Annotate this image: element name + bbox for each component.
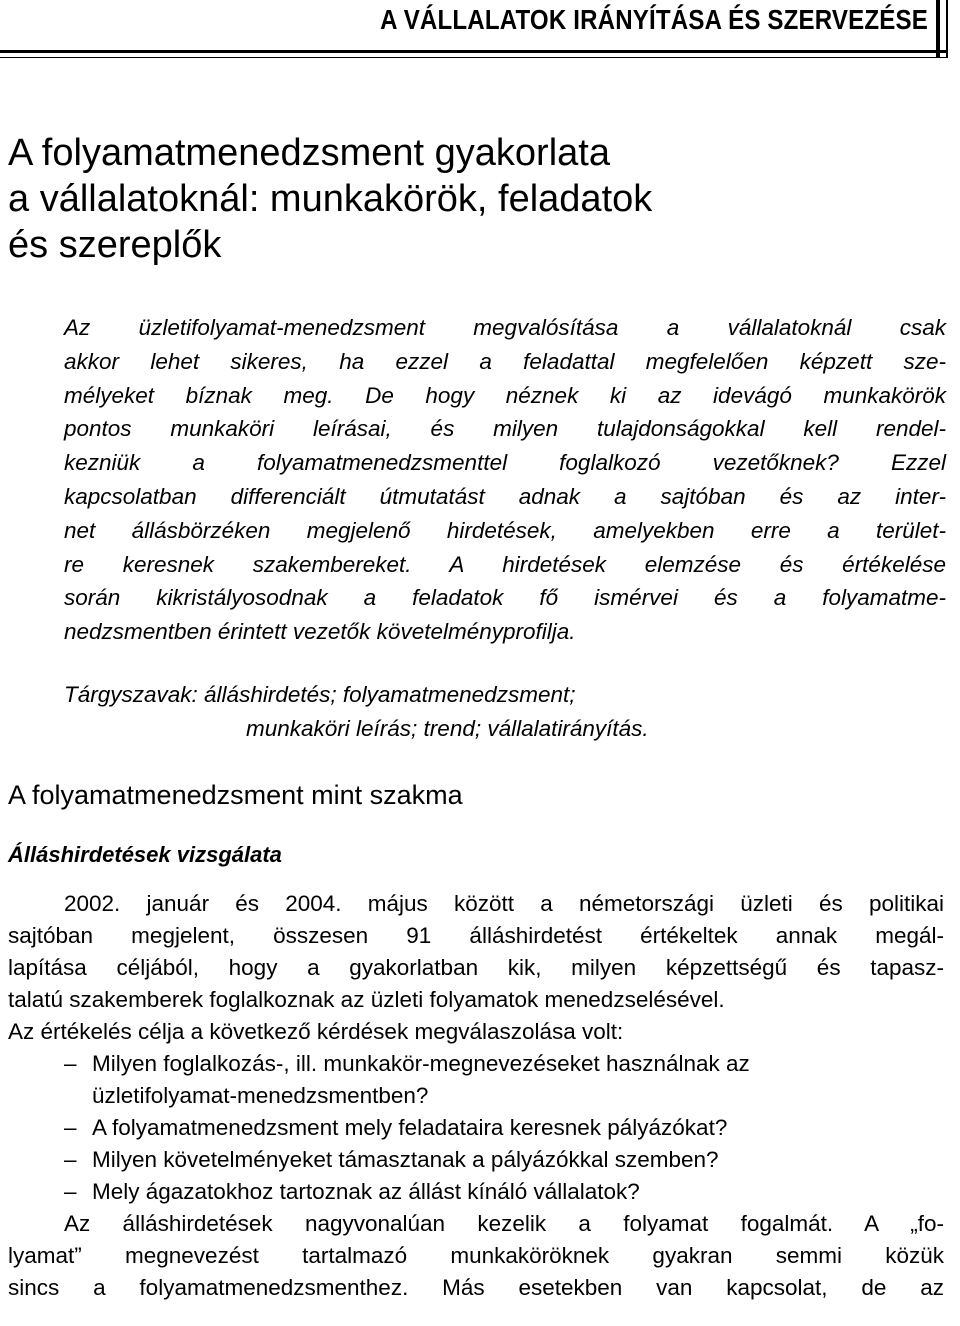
header-rule: [0, 50, 948, 58]
abstract-line: kezniük a folyamatmenedzsmenttel foglalkozó vezetőknek? Ezzel: [64, 450, 946, 476]
abstract-line: pontos munkaköri leírásai, és milyen tulajdonságokkal kell rendel-: [64, 416, 946, 442]
body-text: [8, 888, 944, 1304]
abstract-line: akkor lehet sikeres, ha ezzel a feladattal megfelelően képzett sze-: [64, 348, 946, 374]
list-item-text: Milyen foglalkozás-, ill. munkakör-megnevezéseket használnak az: [92, 1051, 750, 1076]
article-title-line: a vállalatoknál: munkakörök, feladatok: [8, 178, 653, 220]
list-item: [8, 1048, 944, 1080]
subsection-heading: Álláshirdetések vizsgálata: [8, 842, 282, 867]
list-item-text: Mely ágazatokhoz tartoznak az állást kínáló vállalatok?: [92, 1179, 640, 1204]
keywords-line: Tárgyszavak: álláshirdetés; folyamatmenedzsment;: [64, 682, 576, 707]
list-item-text: A folyamatmenedzsment mely feladataira keresnek pályázókat?: [92, 1115, 728, 1140]
body-line: Az értékelés célja a következő kérdések megválaszolása volt:: [8, 1019, 624, 1044]
body-line: 2002. január és 2004. május között a németországi üzleti és politikai: [64, 891, 944, 916]
running-header-title: A VÁLLALATOK IRÁNYÍTÁSA ÉS SZERVEZÉSE: [380, 4, 928, 35]
abstract-line: nedzsmentben érintett vezetők követelményprofilja.: [64, 619, 576, 645]
header-vertical-bar-thin: [946, 0, 948, 58]
article-title: [8, 130, 948, 268]
body-line: lapítása céljából, hogy a gyakorlatban kik, milyen képzettségű és tapasz-: [8, 955, 944, 980]
abstract-line: re keresnek szakembereket. A hirdetések elemzése és értékelése: [64, 551, 946, 577]
header-vertical-bar: [936, 0, 940, 58]
abstract-line: során kikristályosodnak a feladatok fő ismérvei és a folyamatme-: [64, 585, 946, 611]
list-dash: –: [64, 1115, 77, 1140]
list-item: [8, 1144, 944, 1176]
body-line: lyamat” megnevezést tartalmazó munkaköröknek gyakran semmi közük: [8, 1243, 944, 1268]
running-header: [0, 0, 960, 70]
article-title-line: és szereplők: [8, 224, 222, 266]
body-line: sincs a folyamatmenedzsmenthez. Más esetekben van kapcsolat, de az: [8, 1275, 944, 1300]
list-dash: –: [64, 1179, 77, 1204]
abstract-line: mélyeket bíznak meg. De hogy néznek ki az idevágó munkakörök: [64, 382, 946, 408]
abstract-line: Az üzletifolyamat-menedzsment megvalósítása a vállalatoknál csak: [64, 315, 946, 340]
list-dash: –: [64, 1147, 77, 1172]
list-item-continuation: üzletifolyamat-menedzsmentben?: [92, 1083, 429, 1108]
list-dash: –: [64, 1051, 77, 1076]
article-title-line: A folyamatmenedzsment gyakorlata: [8, 132, 610, 174]
keywords-line: munkaköri leírás; trend; vállalatirányítás.: [246, 716, 649, 741]
body-line: Az álláshirdetések nagyvonalúan kezelik a folyamat fogalmát. A „fo-: [64, 1211, 944, 1236]
abstract: [64, 311, 946, 649]
abstract-line: kapcsolatban differenciált útmutatást adnak a sajtóban és az inter-: [64, 483, 946, 509]
list-item: [8, 1112, 944, 1144]
abstract-line: net állásbörzéken megjelenő hirdetések, amelyekben erre a terület-: [64, 517, 946, 543]
body-line: talatú szakemberek foglalkoznak az üzleti folyamatok menedzselésével.: [8, 987, 725, 1012]
list-item-text: Milyen követelményeket támasztanak a pályázókkal szemben?: [92, 1147, 719, 1172]
list-item: [8, 1176, 944, 1208]
section-heading: A folyamatmenedzsment mint szakma: [8, 780, 463, 810]
keywords: [64, 678, 946, 746]
body-line: sajtóban megjelent, összesen 91 álláshirdetést értékeltek annak megál-: [8, 923, 944, 948]
